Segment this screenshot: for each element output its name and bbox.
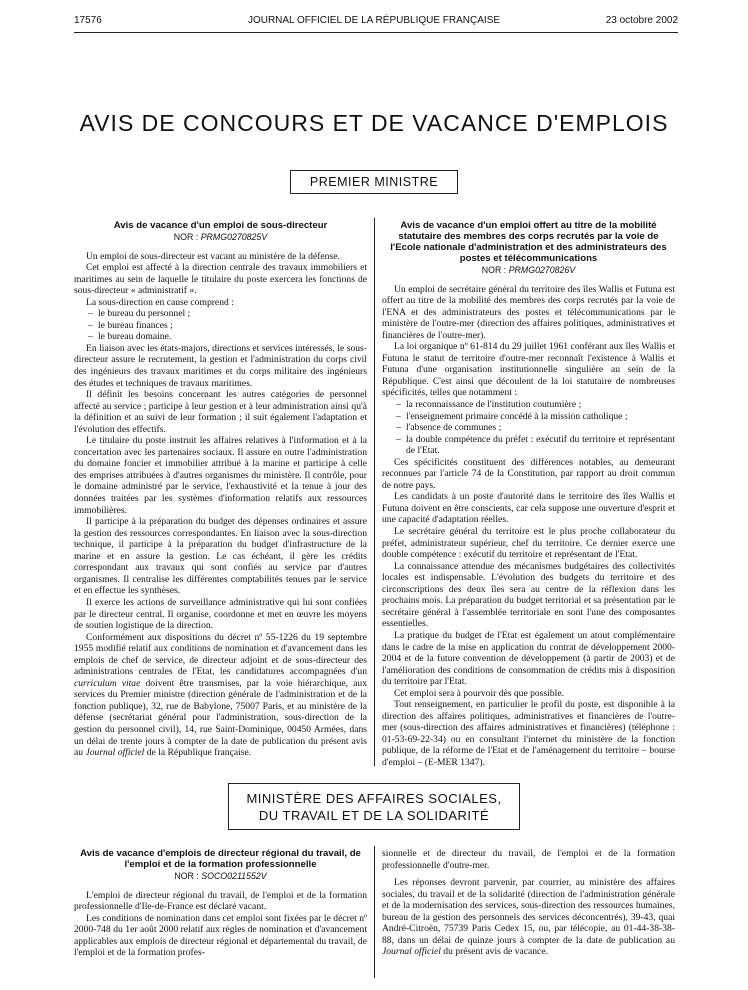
notice-title: Avis de vacance d'emplois de directeur régional du travail, de l'emploi et de la formation professionnelle (80, 848, 361, 870)
paragraph: Il définit les besoins concernant les autres catégories de personnel affecté au service ; participe à leur gestion et à leur administration ainsi qu'à la définition et au suivi de leur formation ; il suit également l'adaptation et l'évolution des effectifs. (74, 389, 367, 435)
nor-reference: NOR : PRMG0270826V (481, 265, 576, 275)
notice-sous-directeur (74, 220, 367, 759)
nor-reference: NOR : SOCO0211552V (174, 871, 267, 881)
page-number: 17576 (74, 15, 102, 26)
paragraph: Un emploi de secrétaire général du territoire des îles Wallis et Futuna est offert au titre de la mobilité des membres des corps recrutés par la voie de l'ENA et des administrateurs des postes et télécommunications par le ministère de l'outre-mer (direction des affaires politiques, administratives et financières de l'outre-mer). (382, 283, 675, 341)
list-item: – la reconnaissance de l'institution coutumière ; (382, 399, 675, 411)
paragraph: Il participe à la préparation du budget des dépenses ordinaires et assure la gestion des ressources correspondantes. En liaison avec la sous-direction technique, il participe à la préparation du budget d'infrastructure de la marine et en assure la gestion. Le cas échéant, il gère les crédits correspondant aux travaux qui sont confiés au service par d'autres organismes. Il centralise les différentes comptabilités tenues par le service et en effectue les synthèses. (74, 516, 367, 597)
paragraph: Cet emploi est affecté à la direction centrale des travaux immobiliers et maritimes au sein de laquelle le titulaire du poste exercera les fonctions de sous-directeur « administratif ». (74, 262, 367, 297)
list-item: – l'enseignement primaire concédé à la mission catholique ; (382, 411, 675, 423)
paragraph: Les candidats à un poste d'autorité dans le territoire des îles Wallis et Futuna doivent en être conscients, car cela suppose une ouverture d'esprit et une capacité d'adaptation réelles. (382, 491, 675, 526)
journal-header: JOURNAL OFFICIEL DE LA RÉPUBLIQUE FRANÇAISE (247, 15, 501, 26)
paragraph: Ces spécificités constituent des différences notables, au demeurant reconnues par l'article 74 de la Constitution, par rapport au droit commun de notre pays. (382, 456, 675, 491)
notice-directeur-regional (74, 848, 367, 959)
column-divider (374, 218, 375, 766)
paragraph: Le titulaire du poste instruit les affaires relatives à l'information et à la concertation avec les partenaires sociaux. Il assure en outre l'administration du domaine foncier et immobilier attribué à la marine et participe à celle des emprises attribuées à d'autres organismes du ministère. Il contrôle, pour le domaine administré par le service, l'exhaustivité et la tenue à jour des données traitées par les systèmes d'information relatifs aux ressources immobilières. (74, 435, 367, 516)
paragraph: En liaison avec les états-majors, directions et services intéressés, le sous-directeur assure le recrutement, la gestion et l'administration du corps civil des ingénieurs des travaux maritimes et du corps militaire des ingénieurs des études et techniques de travaux maritimes. (74, 342, 367, 389)
section-heading-ministere-affaires-sociales: MINISTÈRE DES AFFAIRES SOCIALES, DU TRAVAIL ET DE LA SOLIDARITÉ (228, 783, 520, 830)
list-item: – l'absence de communes ; (382, 422, 675, 434)
column-divider (374, 846, 375, 978)
paragraph: La sous-direction en cause comprend : (86, 296, 234, 308)
paragraph: Le secrétaire général du territoire est le plus proche collaborateur du préfet, administrateur supérieur, chef du territoire. Ce dernier exerce une double compétence : exécutif du territoire et représentant de l'Etat. (382, 526, 675, 561)
page-title: AVIS DE CONCOURS ET DE VACANCE D'EMPLOIS (79, 110, 669, 136)
list-item: – le bureau du personnel ; (74, 308, 367, 320)
notice-directeur-regional-continued (382, 848, 675, 958)
list-item: – le bureau domaine. (74, 331, 367, 343)
paragraph: L'emploi de directeur régional du travail, de l'emploi et de la formation professionnelle d'Ile-de-France est déclaré vacant. (74, 889, 367, 913)
paragraph: Les conditions de nomination dans cet emploi sont fixées par le décret nº 2000-748 du 1er août 2000 relatif aux règles de nomination et d'avancement applicables aux emplois de directeur régional et départemental du travail, de l'emploi et de la formation profes- (74, 912, 367, 959)
list-item: – la double compétence du préfet : exécutif du territoire et représentant de l'Etat. (382, 434, 675, 457)
paragraph: Il exerce les actions de surveillance administrative qui lui sont confiées par le directeur central. Il organise, coordonne et met en œuvre les moyens de soutien logistique de la direction. (74, 596, 367, 632)
paragraph: La connaissance attendue des mécanismes budgétaires des collectivités locales est indispensable. L'évolution des budgets du territoire et des circonscriptions des deux îles sera au centre de la réflexion dans les prochains mois. La préparation du budget territorial et sa présentation par le secrétaire général à l'assemblée territoriale en sont l'une des composantes essentielles. (382, 560, 675, 630)
issue-date: 23 octobre 2002 (605, 15, 678, 26)
paragraph: Les réponses devront parvenir, par courrier, au ministère des affaires sociales, du travail et de la solidarité (direction de l'administration générale et de la modernisation des services, sous-direction des ressources humaines, bureau de la gestion des personnels des services déconcentrés), 39-43, quai André-Citroën, 75739 Paris Cedex 15, ou, par télécopie, au 01-44-38-38-88, dans un délai de quinze jours à compter de la date de publication au Journal officiel du présent avis de vacance. (382, 877, 675, 958)
notice-title: Avis de vacance d'un emploi de sous-directeur (113, 220, 328, 231)
paragraph: La loi organique nº 61-814 du 29 juillet 1961 conférant aux îles Wallis et Futuna le statut de territoire d'outre-mer reconnaît l'existence à Wallis et Futuna d'une organisation institutionnelle singulière au sein de la République. C'est ainsi que découlent de la loi statutaire de nombreuses spécificités, telles que notamment : (382, 341, 675, 399)
paragraph: Un emploi de sous-directeur est vacant au ministère de la défense. (86, 250, 340, 262)
section-heading-premier-ministre: PREMIER MINISTRE (290, 170, 458, 194)
list-item: – le bureau finances ; (74, 320, 367, 332)
notice-title: Avis de vacance d'un emploi offert au titre de la mobilité statutaire des membres des corps recrutés par la voie de l'Ecole nationale d'administration et des administrateurs des postes et télécommunications (390, 220, 667, 264)
nor-reference: NOR : PRMG0270825V (173, 232, 268, 242)
notice-secretaire-general-wallis-futuna (382, 220, 675, 769)
paragraph: Tout renseignement, en particulier le profil du poste, est disponible à la direction des affaires politiques, administratives et financières de l'outre-mer (sous-direction des affaires administratives et financières) (téléphone : 01-53-69-22-34) ou en consultant l'internet du ministère de la fonction publique, de la réforme de l'Etat et de l'aménagement du territoire – bourse d'emploi – (E-MER 1347). (382, 699, 675, 768)
header-rule (74, 32, 678, 33)
paragraph: La pratique du budget de l'Etat est également un atout complémentaire dans le cadre de la mise en application du contrat de développement 2000-2004 et de la future convention de développement (à partir de 2003) et de l'amélioration des conditions de consommation de crédits mis à disposition du territoire par l'Etat. (382, 629, 675, 688)
paragraph: Cet emploi sera à pourvoir dès que possible. (394, 687, 564, 699)
paragraph: Conformément aux dispositions du décret nº 55-1226 du 19 septembre 1955 modifié relatif aux conditions de nomination et d'avancement dans les emplois de chef de service, de directeur adjoint et de sous-directeur des administrations centrales de l'Etat, les candidatures accompagnées d'un curriculum vitae doivent être transmises, par la voie hiérarchique, aux services du Premier ministre (direction générale de l'administration et de la fonction publique), 32, rue de Babylone, 75007 Paris, et au ministère de la défense (secrétariat général pour l'administration, sous-direction de la gestion du personnel civil), 14, rue Saint-Dominique, 00450 Armées, dans un délai de trente jours à compter de la date de publication du présent avis au Journal officiel de la République française. (74, 631, 367, 759)
paragraph: sionnelle et de directeur du travail, de l'emploi et de la formation professionnelle d'outre-mer. (382, 848, 675, 871)
